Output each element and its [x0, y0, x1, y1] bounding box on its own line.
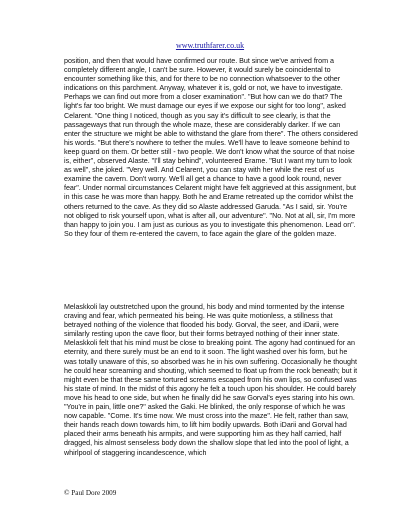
site-link[interactable]: www.truthfarer.co.uk [175, 41, 245, 50]
copyright-footer: © Paul Dore 2009 [64, 489, 117, 497]
paragraph-2: Melaskkoli lay outstretched upon the ground, his body and mind tormented by the intense craving and fear, which permeated his being. He was quite motionless, a stillness that betrayed nothing of the violence that flooded his body. Gorval, the seer, and iDarii, were similarly resting upon the cave floor, but their forms betrayed nothing of their inner state. Melaskkoli felt that his mind must be close to breaking point. The agony had continued for an eternity, and there surely must be an end to it soon. The light washed over his form, but he was totally unaware of this, so absorbed was he in his own suffering. Occasionally he thought he could hear screaming and shouting, which seemed to float up from the rock beneath; but it might even be that these same tortured screams escaped from his own lips, so confused was his state of mind. In the midst of this agony he felt a touch upon his shoulder. He could barely move his head to one side, but when he finally did he saw Gorval's eyes staring into his own. "You're in pain, little one?" asked the Gaki. He blinked, the only response of which he was now capable. "Come. It's time now. We must cross into the maze". He felt, rather than saw, their hands reach down towards him, to lift him bodily upwards. Both iDarii and Gorval had placed their arms beneath his armpits, and were supporting him as they half carried, half dragged, his almost senseless body down the shallow slope that led into the pool of light, a whirlpool of staggering incandescence, which [64, 303, 358, 457]
paragraph-1: position, and then that would have confirmed our route. But since we've arrived from a completely different angle, I can't be sure. However, it would surely be coincidental to encounter something like this, and for there to be no connection whatsoever to the other indications on this parchment. Anyway, whatever it is, gold or not, we have to investigate. Perhaps we can find out more from a closer examination". "But how can we do that? The light's far too bright. We must damage our eyes if we expose our sight for too long", asked Celarent. "One thing I noticed, though as you say it's difficult to see clearly, is that the passageways that run through the whole maze, these are considerably darker. If we can enter the structure we might be able to withstand the glare from there". The others considered his words. "But there's nowhere to tether the mules. We'll have to leave someone behind to keep guard on them. Or better still - two people. We don't know what the source of that noise is, either", observed Alaste. "I'll stay behind", volunteered Erame. "But I want my turn to look as well", she joked. "Very well. And Celarent, you can stay with her while the rest of us examine the cavern. Don't worry. We'll all get a chance to have a good look round, never fear". Under normal circumstances Celarent might have felt aggrieved at this assignment, but in this case he was more than happy. Both he and Erame retreated up the corridor whilst the others returned to the cave. As they did so Alaste addressed Garuda. "As I said, sir. You're not obliged to risk yourself upon, what is after all, our adventure". "No. Not at all, sir, I'm more than happy to join you. I am just as curious as you to investigate this phenomenon. Lead on". So they four of them re-entered the cavern, to face again the glare of the golden maze. [64, 57, 358, 238]
